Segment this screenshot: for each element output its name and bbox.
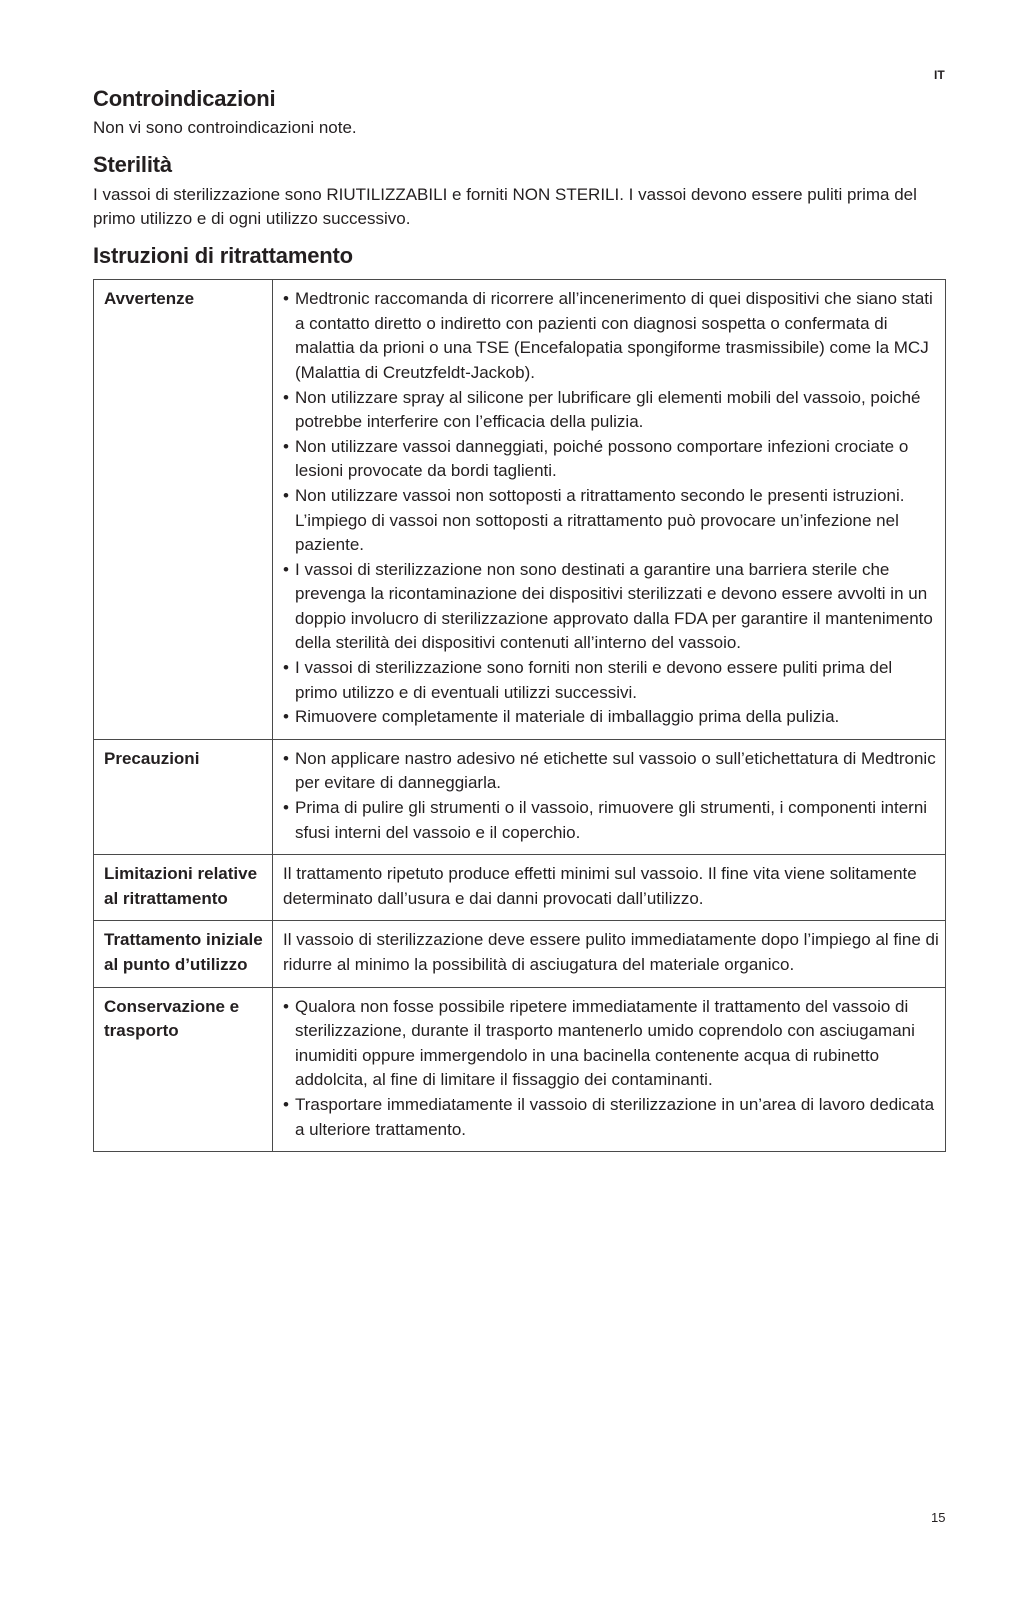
row-content [273,739,946,854]
language-code: IT [934,68,945,82]
list-item [283,995,939,1093]
list-item [283,386,939,435]
row-label: Avvertenze [94,280,273,740]
bullet-marker: • [283,707,289,727]
list-item [283,656,939,705]
row-label: Precauzioni [94,739,273,854]
bullet-marker: • [283,436,289,456]
list-item-text: Medtronic raccomanda di ricorrere all’incenerimento di quei dispositivi che siano stati a contatto diretto o indiretto con pazienti con diagnosi sospetta o confermata di malattia da prioni o una TSE (Encefalopatia spongiforme trasmissibile) come la MCJ (Malattia di Creutzfeldt-Jackob). [295,289,933,382]
sterility-text: I vassoi di sterilizzazione sono RIUTILIZZABILI e forniti NON STERILI. I vassoi devono essere puliti prima del primo utilizzo e di ogni utilizzo successivo. [93,184,917,228]
bullet-marker: • [283,1094,289,1114]
row-label: Conservazione e trasporto [94,987,273,1152]
table-row-precautions [94,739,946,854]
list-item-text: Rimuovere completamente il materiale di imballaggio prima della pulizia. [295,707,840,727]
bullet-marker: • [283,798,289,818]
bullet-marker: • [283,387,289,407]
list-item [283,705,939,730]
list-item [283,435,939,484]
contraindications-text: Non vi sono controindicazioni note. [93,118,357,138]
row-label: Limitazioni relative al ritrattamento [94,855,273,921]
list-item [283,1093,939,1142]
bullet-marker: • [283,658,289,678]
row-content: Il trattamento ripetuto produce effetti minimi sul vassoio. Il fine vita viene solitamente determinato dall’usura e dai danni provocati dall’utilizzo. [273,855,946,921]
heading-reprocessing: Istruzioni di ritrattamento [93,242,353,268]
list-item-text: Trasportare immediatamente il vassoio di sterilizzazione in un’area di lavoro dedicata a ulteriore trattamento. [295,1094,935,1139]
bullet-list [283,747,939,845]
list-item-text: Non utilizzare spray al silicone per lubrificare gli elementi mobili del vassoio, poiché potrebbe interferire con l’efficacia della pulizia. [295,387,921,432]
table-row-storage-transport [94,987,946,1152]
bullet-marker: • [283,748,289,768]
page-number: 15 [931,1510,946,1525]
row-content: Il vassoio di sterilizzazione deve essere pulito immediatamente dopo l’impiego al fine di ridurre al minimo la possibilità di asciugatura del materiale organico. [273,921,946,987]
list-item [283,484,939,558]
heading-contraindications: Controindicazioni [93,86,276,111]
list-item [283,747,939,796]
bullet-marker: • [283,559,289,579]
list-item-text: Non applicare nastro adesivo né etichette sul vassoio o sull’etichettatura di Medtronic per evitare di danneggiarla. [295,748,936,793]
row-content [273,987,946,1152]
list-item-text: Qualora non fosse possibile ripetere immediatamente il trattamento del vassoio di sterilizzazione, durante il trasporto mantenerlo umido coprendolo con asciugamani inumiditi oppure immergendolo in una bacinella contenente acqua di rubinetto addolcita, al fine di limitare il fissaggio dei contaminanti. [295,996,915,1090]
bullet-marker: • [283,485,289,505]
bullet-list [283,995,939,1143]
list-item-text: Prima di pulire gli strumenti o il vassoio, rimuovere gli strumenti, i componenti interni sfusi interni del vassoio e il coperchio. [295,798,928,842]
list-item-text: I vassoi di sterilizzazione sono forniti non sterili e devono essere puliti prima del primo utilizzo e di eventuali utilizzi successivi. [295,658,893,702]
bullet-list [283,287,939,730]
list-item-text: Non utilizzare vassoi non sottoposti a ritrattamento secondo le presenti istruzioni. L’impiego di vassoi non sottoposti a ritrattamento può provocare un’infezione nel paziente. [295,485,905,555]
list-item [283,796,939,845]
list-item [283,287,939,385]
bullet-marker: • [283,996,289,1016]
table-row-limitations [94,855,946,921]
list-item-text: Non utilizzare vassoi danneggiati, poiché possono comportare infezioni crociate o lesioni provocate da bordi taglienti. [295,436,909,481]
table-row-initial-treatment [94,921,946,987]
row-content [273,280,946,740]
table-row-warnings [94,280,946,740]
bullet-marker: • [283,289,289,309]
reprocessing-table [93,279,946,1152]
page-content [93,86,946,1152]
heading-sterility: Sterilità [93,152,172,178]
list-item [283,558,939,656]
list-item-text: I vassoi di sterilizzazione non sono destinati a garantire una barriera sterile che prevenga la ricontaminazione dei dispositivi sterilizzati e devono essere avvolti in un doppio involucro di sterilizzazione approvato dalla FDA per garantire il mantenimento della sterilità dei dispositivi contenuti all’interno del vassoio. [295,559,933,653]
row-label: Trattamento iniziale al punto d’utilizzo [94,921,273,987]
